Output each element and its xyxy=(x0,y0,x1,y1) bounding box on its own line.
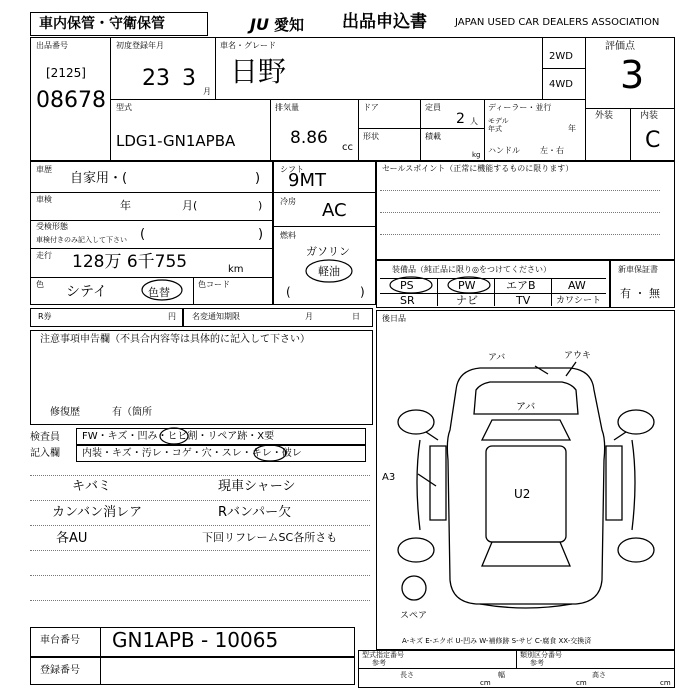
load-label: 積載 xyxy=(425,132,441,141)
history-close: ) xyxy=(255,171,261,186)
accept-open: ( xyxy=(140,227,146,242)
model-label: 型式 xyxy=(116,103,132,112)
mileage-value: 128万 6千755 xyxy=(72,252,188,272)
color-change-circle xyxy=(140,278,184,302)
capacity-label: 定員 xyxy=(425,103,441,112)
note-right-1: 現車シャーシ xyxy=(218,479,296,494)
chassis-value: GN1APB - 10065 xyxy=(112,628,279,652)
sales-point-label: セールスポイント（正常に機能するものに限ります） xyxy=(382,164,574,173)
capacity-value: 2 xyxy=(456,111,465,127)
r-ticket-unit: 円 xyxy=(168,312,176,321)
note-right-2: Rバンパー欠 xyxy=(218,505,292,520)
warranty-options: 有 ・ 無 xyxy=(620,287,660,300)
diagram-label-2: アウキ xyxy=(564,351,592,361)
equipment-label: 装備品（純正品に限り◎をつけてください） xyxy=(392,265,551,274)
car-name-label: 車名・グレード xyxy=(220,41,276,50)
equip-pw-circle xyxy=(446,276,492,294)
inspection-close: ) xyxy=(258,199,263,212)
lot-label: 出品番号 xyxy=(36,41,68,50)
scuff-circle xyxy=(252,443,288,463)
handle-options: 左・右 xyxy=(540,146,564,155)
registration-month: 3 xyxy=(182,66,196,91)
sales-point-box xyxy=(376,161,675,260)
score-interior-value: C xyxy=(645,128,661,153)
logo-text: 愛知 xyxy=(274,16,305,34)
color-value: シテイ xyxy=(66,284,108,300)
note-left-2: カンバン消レア xyxy=(52,505,143,520)
dims-type-label: 型式指定番号 xyxy=(362,651,404,659)
lot-number: 08678 xyxy=(36,88,106,113)
inspector-row2-text: 内装・キズ・汚レ・コゲ・穴・スレ・キレ・破レ xyxy=(82,448,302,459)
score-interior-label: 内装 xyxy=(640,111,659,121)
registration-month-unit: 月 xyxy=(203,87,211,96)
color-code-label: 色コード xyxy=(198,280,230,289)
load-unit: kg xyxy=(472,151,481,159)
car-diagram xyxy=(380,340,672,630)
handle-label: ハンドル xyxy=(488,146,520,155)
dims-width: 幅 xyxy=(498,671,505,679)
inspection-year: 年 xyxy=(120,199,131,212)
fuel-diesel: 軽油 xyxy=(318,265,340,278)
fuel-paren-open: ( xyxy=(286,285,291,299)
warranty-label: 新車保証書 xyxy=(618,265,658,274)
reg-number-label: 登録番号 xyxy=(40,665,80,676)
equip-ps-circle xyxy=(388,276,434,294)
fuel-label: 燃料 xyxy=(280,231,296,240)
dent-circle xyxy=(158,426,190,446)
score-label: 評価点 xyxy=(605,41,635,52)
equip-aw: AW xyxy=(568,279,586,292)
model-year-label: モデル 年式 xyxy=(488,117,509,133)
history-label: 車歴 xyxy=(36,165,52,174)
dims-class-label: 類別区分番号 xyxy=(520,651,562,659)
diagram-label-1: アバ xyxy=(488,353,506,363)
name-change-label: 名変通知期限 xyxy=(192,312,240,321)
inspection-month: 月( xyxy=(182,199,198,212)
shift-value: 9MT xyxy=(288,170,326,191)
drive-4wd: 4WD xyxy=(549,79,573,90)
diagram-label-4: U2 xyxy=(514,487,531,501)
note-left-3: 各AU xyxy=(56,531,88,546)
equip-tv: TV xyxy=(516,294,531,307)
equip-navi: ナビ xyxy=(456,294,478,307)
name-change-day: 日 xyxy=(352,312,360,321)
dims-ref-label-1: 参考 xyxy=(372,659,386,667)
fuel-gasoline: ガソリン xyxy=(306,245,350,258)
drive-2wd: 2WD xyxy=(549,51,573,62)
doors-label: ドア xyxy=(363,103,379,112)
fuel-paren-close: ) xyxy=(360,285,365,299)
lot-code: [2125] xyxy=(46,66,86,80)
storage-label-box xyxy=(30,12,208,36)
equip-seat: カワシート xyxy=(556,296,602,306)
accept-note: 車検付きのみ記入して下さい xyxy=(36,236,127,244)
color-label: 色 xyxy=(36,280,44,289)
equip-airbag: エアB xyxy=(506,279,536,292)
chassis-label: 車台番号 xyxy=(40,635,80,646)
form-title: 出品申込書 xyxy=(342,12,427,32)
inspection-label: 車検 xyxy=(36,195,52,204)
dealer-label: ディーラー・並行 xyxy=(488,103,552,112)
repair-value: 有（箇所 xyxy=(112,407,152,418)
aircon-value: AC xyxy=(322,200,347,221)
equip-pw: PW xyxy=(458,279,476,292)
doors-shape-label: 形状 xyxy=(363,132,379,141)
r-ticket-box xyxy=(30,308,183,327)
model-year-unit: 年 xyxy=(568,124,576,133)
damage-legend: A-キズ E-エクボ U-凹み W-補修跡 S-サビ C-腐食 XX-交換済 xyxy=(402,637,592,645)
shift-label: シフト xyxy=(280,165,304,174)
notes-label: 注意事項申告欄（不具合内容等は具体的に記入して下さい） xyxy=(40,334,310,345)
dims-height: 高さ xyxy=(592,671,606,679)
rear-items-label: 後日品 xyxy=(382,314,406,323)
displacement-unit: cc xyxy=(342,142,353,153)
entry-label: 記入欄 xyxy=(30,448,60,459)
score-value: 3 xyxy=(620,53,645,97)
inspector-row1-text: FW・キズ・凹み・ヒビ割・リペア跡・X要 xyxy=(82,431,275,442)
diagram-label-3: アバ xyxy=(516,402,536,413)
fuel-diesel-circle xyxy=(304,258,354,284)
note-left-1: キバミ xyxy=(72,479,112,494)
accept-close: ) xyxy=(258,227,264,242)
logo xyxy=(250,14,304,35)
registration-label: 初度登録年月 xyxy=(116,41,164,50)
mileage-label: 走行 xyxy=(36,251,52,260)
name-change-month: 月 xyxy=(305,312,313,321)
r-ticket-label: R券 xyxy=(38,312,52,321)
displacement-label: 排気量 xyxy=(275,103,299,112)
aircon-label: 冷房 xyxy=(280,197,296,206)
score-exterior-label: 外装 xyxy=(595,111,614,121)
diagram-label-5: A3 xyxy=(382,472,396,483)
storage-label: 車内保管・守衛保管 xyxy=(39,16,165,32)
displacement-value: 8.86 xyxy=(290,128,328,148)
inspector-label: 検査員 xyxy=(30,432,60,443)
equip-ps: PS xyxy=(400,279,414,292)
model-value: LDG1-GN1APBA xyxy=(116,132,236,150)
dims-length: 長さ xyxy=(400,671,414,679)
color-change: 色替 xyxy=(148,286,170,299)
history-value: 自家用・( xyxy=(70,171,128,186)
mileage-unit: km xyxy=(228,264,244,275)
repair-label: 修復歴 xyxy=(50,407,80,418)
logo-mark: JU xyxy=(250,15,269,34)
association-name: JAPAN USED CAR DEALERS ASSOCIATION xyxy=(455,17,660,28)
car-name-value: 日野 xyxy=(230,55,287,88)
dims-unit-2: cm xyxy=(576,679,587,687)
capacity-unit: 人 xyxy=(470,117,478,126)
dims-ref-label-2: 参考 xyxy=(530,659,544,667)
dims-unit-1: cm xyxy=(480,679,491,687)
dims-unit-3: cm xyxy=(660,679,671,687)
equip-sr: SR xyxy=(400,294,415,307)
accept-label: 受検形態 xyxy=(36,222,68,231)
spare-label: スペア xyxy=(400,611,428,621)
note-right-3: 下回リフレームSC各所さも xyxy=(202,531,338,544)
registration-year: 23 xyxy=(142,66,170,91)
